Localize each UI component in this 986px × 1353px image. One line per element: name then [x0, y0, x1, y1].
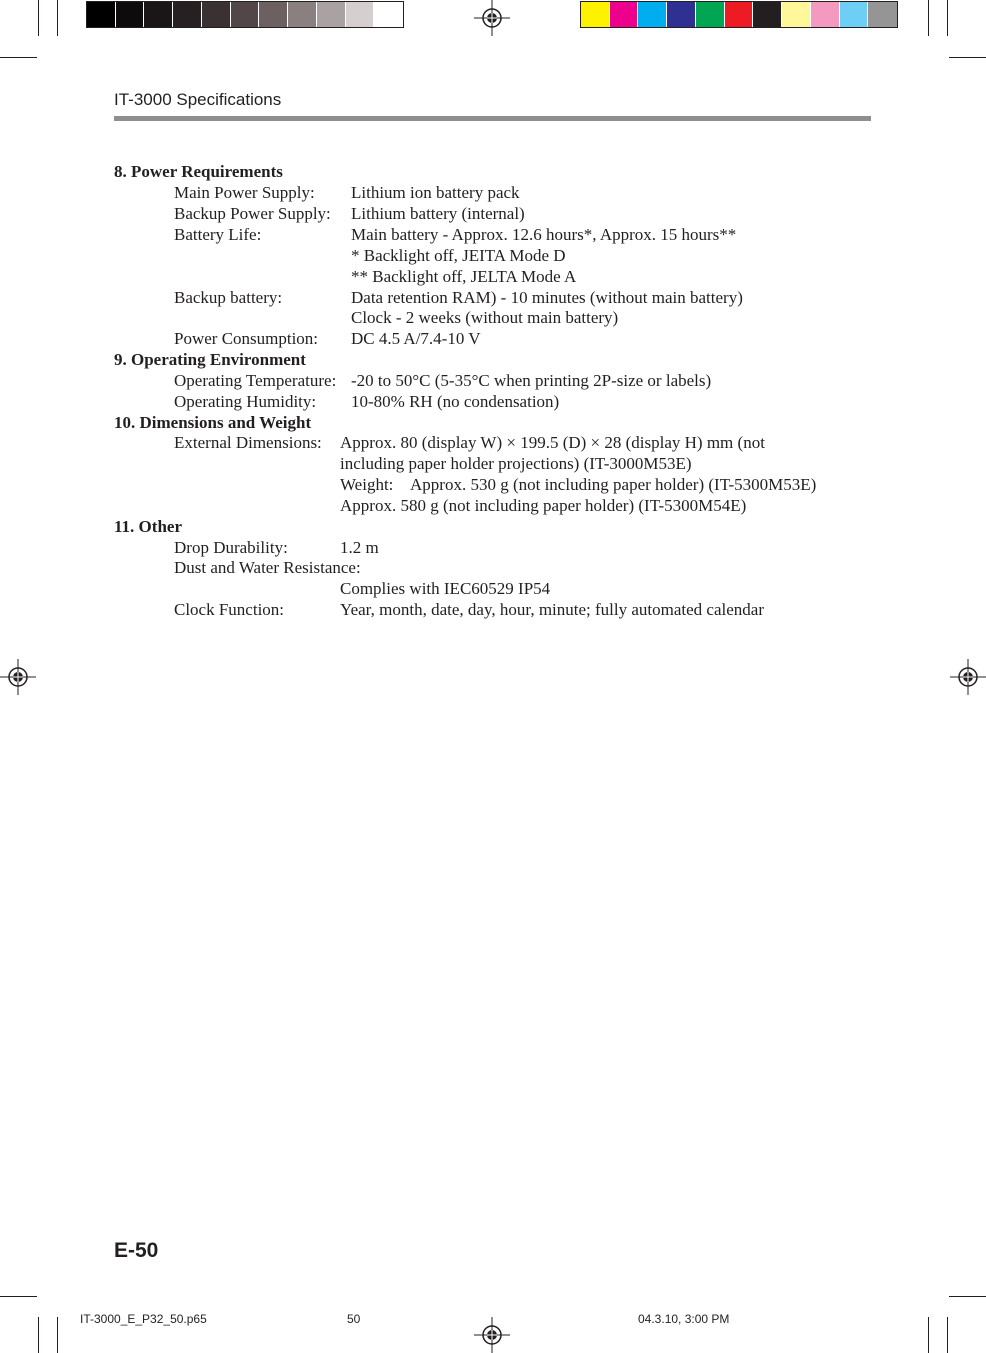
color-swatch — [696, 2, 725, 27]
crop-mark-top-right-h — [949, 57, 986, 58]
color-swatch — [753, 2, 782, 27]
spec-label: Clock Function: — [174, 600, 285, 619]
page-header-title: IT-3000 Specifications — [114, 90, 282, 109]
color-swatch — [231, 2, 260, 27]
spec-value: Complies with IEC60529 IP54 — [340, 579, 551, 598]
spec-value: Clock - 2 weeks (without main battery) — [351, 308, 619, 327]
color-swatch — [259, 2, 288, 27]
registration-mark-icon — [0, 659, 36, 695]
color-swatch — [317, 2, 346, 27]
crop-mark-bottom-left-h — [0, 1296, 37, 1297]
color-swatch — [782, 2, 811, 27]
section-heading-environment: 9. Operating Environment — [114, 350, 306, 369]
slug-filename: IT-3000_E_P32_50.p65 — [80, 1312, 207, 1326]
crop-mark-top-left-h — [0, 57, 37, 58]
color-swatch — [346, 2, 375, 27]
spec-value: DC 4.5 A/7.4-10 V — [351, 329, 481, 348]
page-number: E-50 — [114, 1239, 159, 1262]
color-swatch — [173, 2, 202, 27]
color-swatch — [144, 2, 173, 27]
color-swatch-bar — [580, 1, 898, 28]
spec-value: Approx. 580 g (not including paper holder) (IT-5300M54E) — [340, 496, 747, 515]
spec-value: Approx. 80 (display W) × 199.5 (D) × 28 (display H) mm (not — [340, 433, 765, 452]
spec-value: Year, month, date, day, hour, minute; fully automated calendar — [340, 600, 764, 619]
spec-value: Lithium ion battery pack — [351, 183, 520, 202]
spec-label: Drop Durability: — [174, 538, 288, 557]
color-swatch — [116, 2, 145, 27]
spec-label: Main Power Supply: — [174, 183, 315, 202]
color-swatch — [288, 2, 317, 27]
section-heading-dimensions: 10. Dimensions and Weight — [114, 413, 312, 432]
spec-value: including paper holder projections) (IT-3000M53E) — [340, 454, 692, 473]
color-swatch — [581, 2, 610, 27]
spec-note: ** Backlight off, JELTA Mode A — [351, 267, 577, 286]
color-swatch — [374, 2, 403, 27]
spec-note: * Backlight off, JEITA Mode D — [351, 246, 566, 265]
color-swatch — [667, 2, 696, 27]
spec-label: Backup battery: — [174, 288, 283, 307]
crop-mark-top-left-v — [57, 0, 58, 36]
spec-value: -20 to 50°C (5-35°C when printing 2P-size or labels) — [351, 371, 712, 390]
color-swatch — [868, 2, 897, 27]
crop-mark-bottom-left-v — [38, 1317, 39, 1353]
spec-label: Power Consumption: — [174, 329, 319, 348]
crop-mark-top-right-v — [928, 0, 929, 36]
spec-value: Data retention RAM) - 10 minutes (without main battery) — [351, 288, 743, 307]
slug-timestamp: 04.3.10, 3:00 PM — [638, 1312, 730, 1326]
spec-label: External Dimensions: — [174, 433, 322, 452]
gray-swatch-bar — [86, 1, 404, 28]
spec-value: Approx. 530 g (not including paper holder) (IT-5300M53E) — [410, 475, 817, 494]
spec-label: Battery Life: — [174, 225, 262, 244]
color-swatch — [638, 2, 667, 27]
spec-value: Main battery - Approx. 12.6 hours*, Approx. 15 hours** — [351, 225, 737, 244]
crop-mark-bottom-right-v — [928, 1317, 929, 1353]
header-rule — [114, 116, 871, 121]
color-swatch — [840, 2, 869, 27]
spec-label: Operating Humidity: — [174, 392, 317, 411]
section-heading-power: 8. Power Requirements — [114, 162, 283, 181]
spec-label: Backup Power Supply: — [174, 204, 331, 223]
spec-label: Operating Temperature: — [174, 371, 337, 390]
spec-value: 1.2 m — [340, 538, 379, 557]
color-swatch — [87, 2, 116, 27]
color-swatch — [811, 2, 840, 27]
registration-mark-icon — [474, 1317, 510, 1353]
crop-mark-bottom-left-v2 — [57, 1317, 58, 1353]
color-swatch — [202, 2, 231, 27]
spec-label: Dust and Water Resistance: — [174, 558, 361, 577]
crop-mark-bottom-right-v2 — [947, 1317, 948, 1353]
spec-value: 10-80% RH (no condensation) — [351, 392, 560, 411]
section-heading-other: 11. Other — [114, 517, 182, 536]
registration-mark-icon — [474, 0, 510, 36]
color-swatch — [725, 2, 754, 27]
crop-mark-top-right-v2 — [947, 0, 948, 36]
spec-label: Weight: — [340, 475, 394, 494]
registration-mark-icon — [950, 659, 986, 695]
slug-page-number: 50 — [347, 1312, 361, 1326]
crop-mark-top-left-v2 — [38, 0, 39, 36]
crop-mark-bottom-right-h — [949, 1296, 986, 1297]
color-swatch — [610, 2, 639, 27]
spec-value: Lithium battery (internal) — [351, 204, 525, 223]
